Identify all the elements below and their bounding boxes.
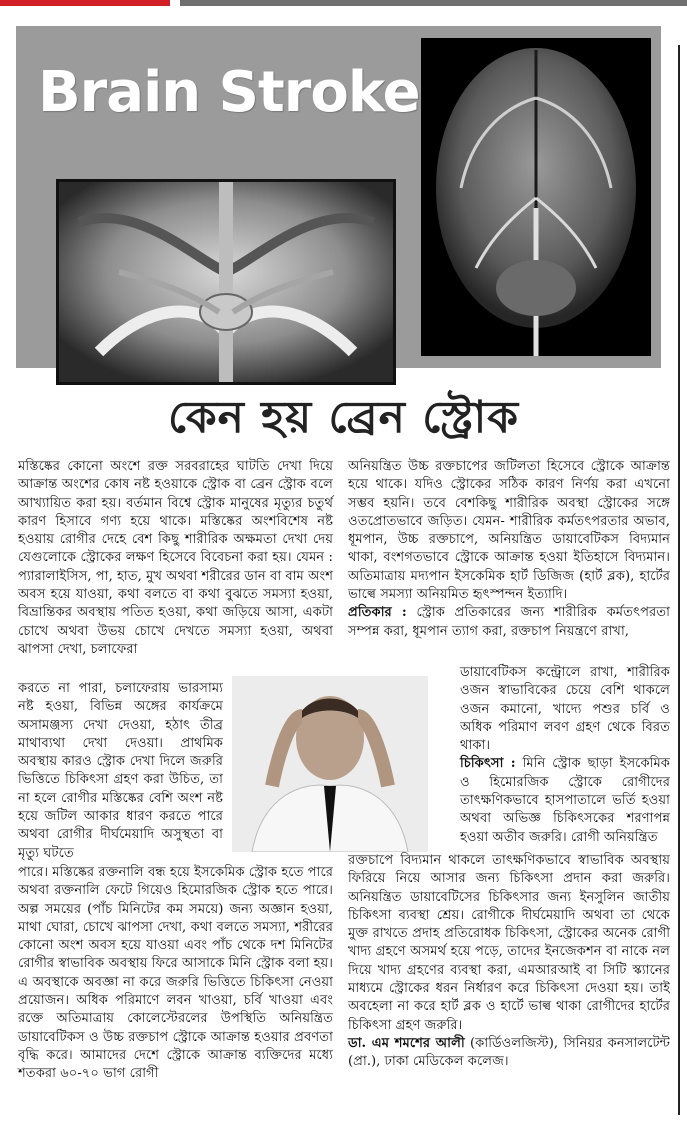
paragraph-prevention [348,604,670,641]
paragraph-treatment-continued [348,852,670,1072]
paragraph-types: পারে। মস্তিষ্কের রক্তনালি বন্ধ হয়ে ইসকেমিক স্ট্রোক হতে পারে অথবা রক্তনালি ফেটে গিয়েও হিমোরজিক স্ট্রোক হতে পারে। অল্প সময়ের (পাঁচ মিনিটের কম সময়ে) জন্য অজ্ঞান হওয়া, মাথা ঘোরা, চোখে ঝাপসা দেখা, কথা বলতে সমস্যা, শরীরের কোনো অংশ অবস হয়ে যাওয়া এবং পাঁচ থেকে দশ মিনিটের রোগীর স্বাভাবিক অবস্থায় ফিরে আসাকে মিনি স্ট্রোক বলা হয়। এ অবস্থাকে অবজ্ঞা না করে জরুরি ভিত্তিতে চিকিৎসা নেওয়া প্রয়োজন। অধিক পরিমাণে লবন খাওয়া, চর্বি খাওয়া এবং রক্তে অতিমাত্রায় কোলেস্টেরলের উপস্থিতি অনিয়ন্ত্রিত ডায়াবেটিকস ও উচ্চ রক্তচাপ স্ট্রোকে আক্রান্ত হওয়ার প্রবণতা বৃদ্ধি করে। আমাদের দেশে স্ট্রোকে আক্রান্ত ব্যক্তিদের মধ্যে শতকরা ৬০-৭০ ভাগ রোগী [18,865,333,1082]
treatment-text: মিনি স্ট্রোক ছাড়া ইসকেমিক ও হিমোরজিক স্ট্রোকে রোগীদের তাৎক্ষণিকভাবে হাসপাতালে ভর্তি হওয়া অথবা অভিজ্ঞ চিকিৎসকের শরণাপন্ন হওয়া অতীব জরুরি। রোগী অনিয়ন্ত্রিত [460,756,670,845]
article-column-left [18,458,333,659]
column-divider [678,45,680,1115]
brain-image [421,38,651,356]
treatment-continued-text: রক্তচাপে বিদ্যমান থাকলে তাৎক্ষণিকভাবে স্বাভাবিক অবস্থায় ফিরিয়ে নিয়ে আসার জন্য চিকিৎসা প্রদান করা জরুরি। অনিয়ন্ত্রিত ডায়াবেটিসের চিকিৎসার জন্য ইনসুলিন জাতীয় চিকিৎসা ব্যবস্থা শ্রেয়। রোগীকে দীর্ঘমেয়াদি অথবা তা থেকে মুক্ত রাখতে প্রদাহ প্রতিরোধক চিকিৎসা, স্ট্রোকের অনেক রোগী খাদ্য গ্রহণে অসমর্থ হয়ে পড়ে, তাদের ইনজেকশন বা নাকে নল দিয়ে খাদ্য গ্রহণের ব্যবস্থা করা, এমআরআই বা সিটি স্ক্যানের মাধ্যমে স্ট্রোকের ধরন নির্ধারণ করে চিকিৎসা দেওয়া হয়। তাই অবহেলা না করে হার্ট ব্লক ও হার্টে ভাল্ব থাকা রোগীদের হার্টের চিকিৎসা গ্রহণ জরুরি। [348,853,670,1033]
prevention-wrap-text: ডায়াবেটিকস কন্ট্রোলে রাখা, শারীরিক ওজন স্বাভাবিকের চেয়ে বেশি থাকলে ওজন কমানো, খাদ্যে পশুর চর্বি ও অধিক পরিমাণ লবণ গ্রহণ থেকে বিরত থাকা। [460,665,670,754]
headache-man-photo [232,676,428,852]
brain-artery-image [56,179,396,385]
author-description: (কার্ডিওলজিস্ট), সিনিয়র কনসালটেন্ট (প্রা.), ঢাকা মেডিকেল কলেজ। [348,1035,670,1070]
paragraph-symptoms-wrap: করতে না পারা, চলাফেরায় ভারসাম্য নষ্ট হওয়া, বিভিন্ন অঙ্গের কার্যক্রমে অসামঞ্জস্য দেখা দেওয়া, হঠাৎ তীব্র মাথাব্যথা দেখা দেওয়া। প্রাথমিক অবস্থায় কারও স্ট্রোক দেখা দিলে জরুরি ভিত্তিতে চিকিৎসা গ্রহণ করা উচিত, তা না হলে রোগীর মস্তিষ্কের বেশি অংশ নষ্ট হয়ে জটিল আকার ধারণ করতে পারে অথবা রোগীর দীর্ঘমেয়াদি অসুস্থতা বা মৃত্যু ঘটতে [18,681,223,861]
hero-banner [16,26,661,368]
paragraph-intro: মস্তিষ্কের কোনো অংশে রক্ত সরবরাহের ঘাটতি দেখা দিয়ে আক্রান্ত অংশের কোষ নষ্ট হওয়াকে স্ট্রোক বা ব্রেন স্ট্রোক বলে আখ্যায়িত করা হয়। বর্তমান বিশ্বে স্ট্রোক মানুষের মৃত্যুর চতুর্থ কারণ হিসাবে গণ্য হয়ে থাকে। মস্তিষ্কের অংশবিশেষ নষ্ট হওয়ায় রোগীর দেহে বেশ কিছু শারীরিক অক্ষমতা দেখা দেয় যেগুলোকে স্ট্রোকের লক্ষণ হিসেবে বিবেচনা করা হয়। যেমন : প্যারালাইসিস, পা, হাত, মুখ অথবা শরীরের ডান বা বাম অংশ অবস হয়ে যাওয়া, কথা বলতে বা কথা বুঝতে সমস্যা হওয়া, বিভ্রান্তিকর অবস্থায় পতিত হওয়া, কথা জড়িয়ে আসা, একটা চোখে অথবা উভয় চোখে দেখতে সমস্যা হওয়া, অথবা ঝাপসা দেখা, চলাফেরা [18,459,333,657]
prevention-wrap-block [460,664,670,847]
author-byline [348,1035,670,1072]
treatment-paragraph [460,755,670,846]
treatment-label: চিকিৎসা : [460,756,516,772]
paragraph-causes: অনিয়ন্ত্রিত উচ্চ রক্তচাপের জটিলতা হিসেবে স্ট্রোকে আক্রান্ত হয়ে থাকে। যদিও স্ট্রোকের সঠিক কারণ নির্ণয় করা এখনো সম্ভব হয়নি। তবে বেশকিছু শারীরিক অবস্থা স্ট্রোকের সঙ্গে ওতপ্রোতভাবে জড়িত। যেমন- শারীরিক কর্মতৎপরতার অভাব, ধূমপান, উচ্চ রক্তচাপে, অনিয়ন্ত্রিত ডায়াবেটিকস বিদ্যমান থাকা, বংশগতভাবে স্ট্রোকে আক্রান্ত হওয়া ইতিহাসে বিদ্যমান। অতিমাত্রায় মদ্যপান ইসকেমিক হার্ট ডিজিজ (হার্ট ব্লক), হার্টের ভাল্বে সমস্যা অনিয়মিত হৃৎস্পন্দন ইত্যাদি। [348,459,670,603]
top-accent-bar [0,0,170,6]
prevention-label: প্রতিকার : [348,605,407,621]
author-name: ডা. এম শমশের আলী [348,1035,465,1051]
top-rule-bar [180,0,687,6]
prevention-text: স্ট্রোক প্রতিকারের জন্য শারীরিক কর্মতৎপরতা সম্পন্ন করা, ধূমপান ত্যাগ করা, রক্তচাপ নিয়ন্ত্রণে রাখা, [348,605,670,639]
article-column-right [348,458,670,641]
headline: কেন হয় ব্রেন স্ট্রোক [167,392,520,443]
hero-title: Brain Stroke [38,60,420,125]
